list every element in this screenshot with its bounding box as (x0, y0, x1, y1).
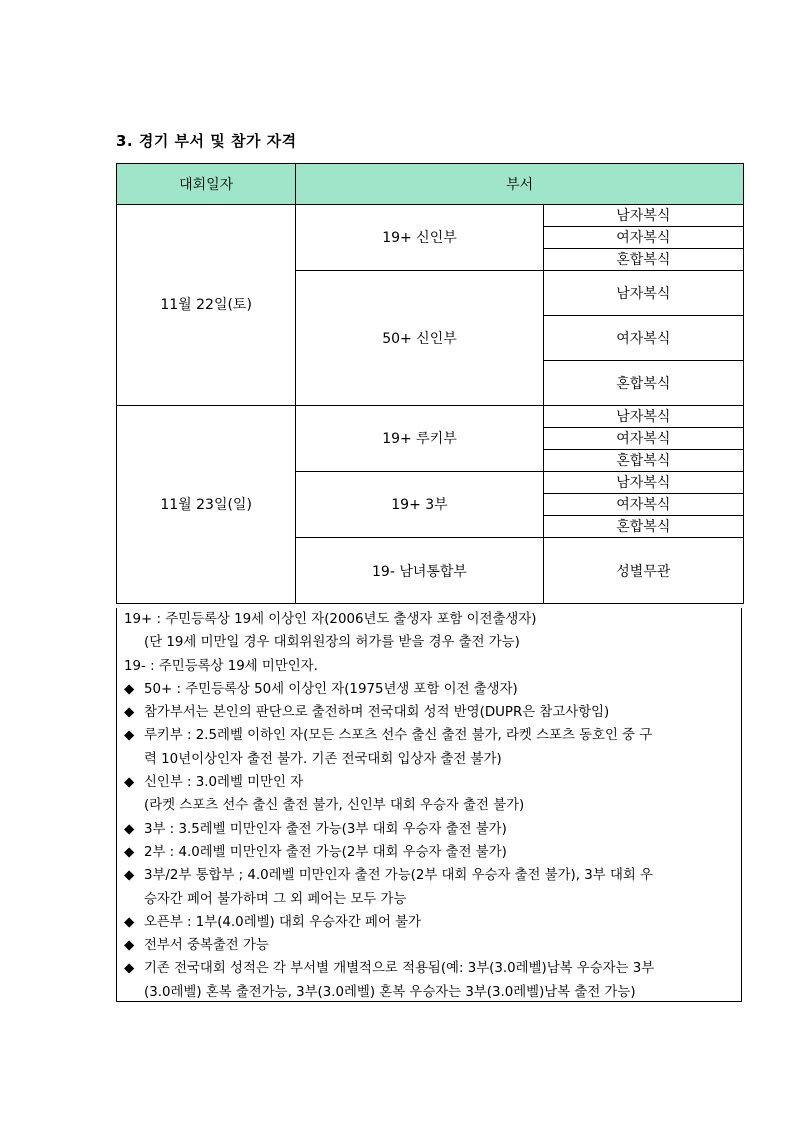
note-bullet-item (124, 911, 741, 934)
division-cell: 19+ 3부 (296, 472, 543, 538)
note-bullet-item (124, 771, 741, 794)
event-cell: 성별무관 (543, 538, 743, 604)
note-bullet-item (124, 957, 741, 980)
diamond-bullet-icon: ◆ (124, 868, 135, 884)
table-row (117, 205, 744, 227)
event-cell: 남자복식 (543, 472, 743, 494)
note-text: 신인부 : 3.0레벨 미만인 자 (144, 775, 304, 791)
event-cell: 혼합복식 (543, 361, 743, 406)
division-table (116, 163, 744, 604)
diamond-bullet-icon: ◆ (124, 844, 135, 860)
section-title: 3. 경기 부서 및 참가 자격 (116, 132, 297, 150)
table-header-row (117, 164, 744, 205)
division-cell: 19+ 루키부 (296, 406, 543, 472)
note-bullet-item (124, 934, 741, 957)
note-line: 력 10년이상인자 출전 불가. 기존 전국대회 입상자 출전 불가) (144, 751, 502, 767)
note-text: 참가부서는 본인의 판단으로 출전하며 전국대회 성적 반영(DUPR은 참고사항임) (144, 705, 610, 721)
note-text: 3부 : 3.5레벨 미만인자 출전 가능(3부 대회 우승자 출전 불가) (144, 821, 507, 837)
note-line: 19+ : 주민등록상 19세 이상인 자(2006년도 출생자 포함 이전출생자) (124, 612, 537, 627)
note-bullet-item (124, 678, 741, 701)
event-cell: 여자복식 (543, 494, 743, 516)
note-text: 3부/2부 통합부 ; 4.0레벨 미만인자 출전 가능(2부 대회 우승자 출전 불가), 3부 대회 우 (144, 868, 653, 884)
diamond-bullet-icon: ◆ (124, 938, 135, 954)
header-division: 부서 (296, 164, 744, 205)
diamond-bullet-icon: ◆ (124, 961, 135, 977)
event-cell: 남자복식 (543, 271, 743, 316)
table-row (117, 406, 744, 428)
diamond-bullet-icon: ◆ (124, 681, 135, 697)
event-cell: 여자복식 (543, 316, 743, 361)
note-text: 50+ : 주민등록상 50세 이상인 자(1975년생 포함 이전 출생자) (144, 681, 518, 697)
division-cell: 19+ 신인부 (296, 205, 543, 271)
date-cell: 11월 22일(토) (117, 205, 296, 406)
header-date: 대회일자 (117, 164, 296, 205)
note-line: (3.0레벨) 혼복 출전가능, 3부(3.0레벨) 혼복 우승자는 3부(3.0레벨)남복 출전 가능) (144, 984, 636, 1000)
note-bullet-item (124, 724, 741, 747)
event-cell: 혼합복식 (543, 249, 743, 271)
diamond-bullet-icon: ◆ (124, 775, 135, 791)
event-cell: 남자복식 (543, 205, 743, 227)
date-cell: 11월 23일(일) (117, 406, 296, 604)
event-cell: 여자복식 (543, 428, 743, 450)
note-bullet-item (124, 864, 741, 887)
note-bullet-item (124, 701, 741, 724)
diamond-bullet-icon: ◆ (124, 705, 135, 721)
diamond-bullet-icon: ◆ (124, 728, 135, 744)
event-cell: 혼합복식 (543, 450, 743, 472)
note-bullet-item (124, 841, 741, 864)
note-bullet-item (124, 818, 741, 841)
note-line: 승자간 페어 불가하며 그 외 페어는 모두 가능 (144, 891, 407, 907)
division-cell: 19- 남녀통합부 (296, 538, 543, 604)
note-text: 전부서 중복출전 가능 (144, 938, 269, 954)
event-cell: 혼합복식 (543, 516, 743, 538)
diamond-bullet-icon: ◆ (124, 821, 135, 837)
event-cell: 남자복식 (543, 406, 743, 428)
note-text: 오픈부 : 1부(4.0레벨) 대회 우승자간 페어 불가 (144, 914, 421, 930)
note-line: (라켓 스포츠 선수 출신 출전 불가, 신인부 대회 우승자 출전 불가) (144, 798, 525, 814)
diamond-bullet-icon: ◆ (124, 914, 135, 930)
note-line: 19- : 주민등록상 19세 미만인자. (124, 658, 318, 674)
note-text: 기존 전국대회 성적은 각 부서별 개별적으로 적용됨(예: 3부(3.0레벨)남복 우승자는 3부 (144, 961, 655, 977)
note-text: 2부 : 4.0레벨 미만인자 출전 가능(2부 대회 우승자 출전 불가) (144, 844, 507, 860)
event-cell: 여자복식 (543, 227, 743, 249)
note-line: (단 19세 미만일 경우 대회위원장의 허가를 받을 경우 출전 가능) (144, 635, 520, 651)
division-cell: 50+ 신인부 (296, 271, 543, 406)
note-text: 루키부 : 2.5레벨 이하인 자(모든 스포츠 선수 출신 출전 불가, 라켓 스포츠 동호인 중 구 (144, 728, 653, 744)
eligibility-notes (116, 608, 742, 1002)
